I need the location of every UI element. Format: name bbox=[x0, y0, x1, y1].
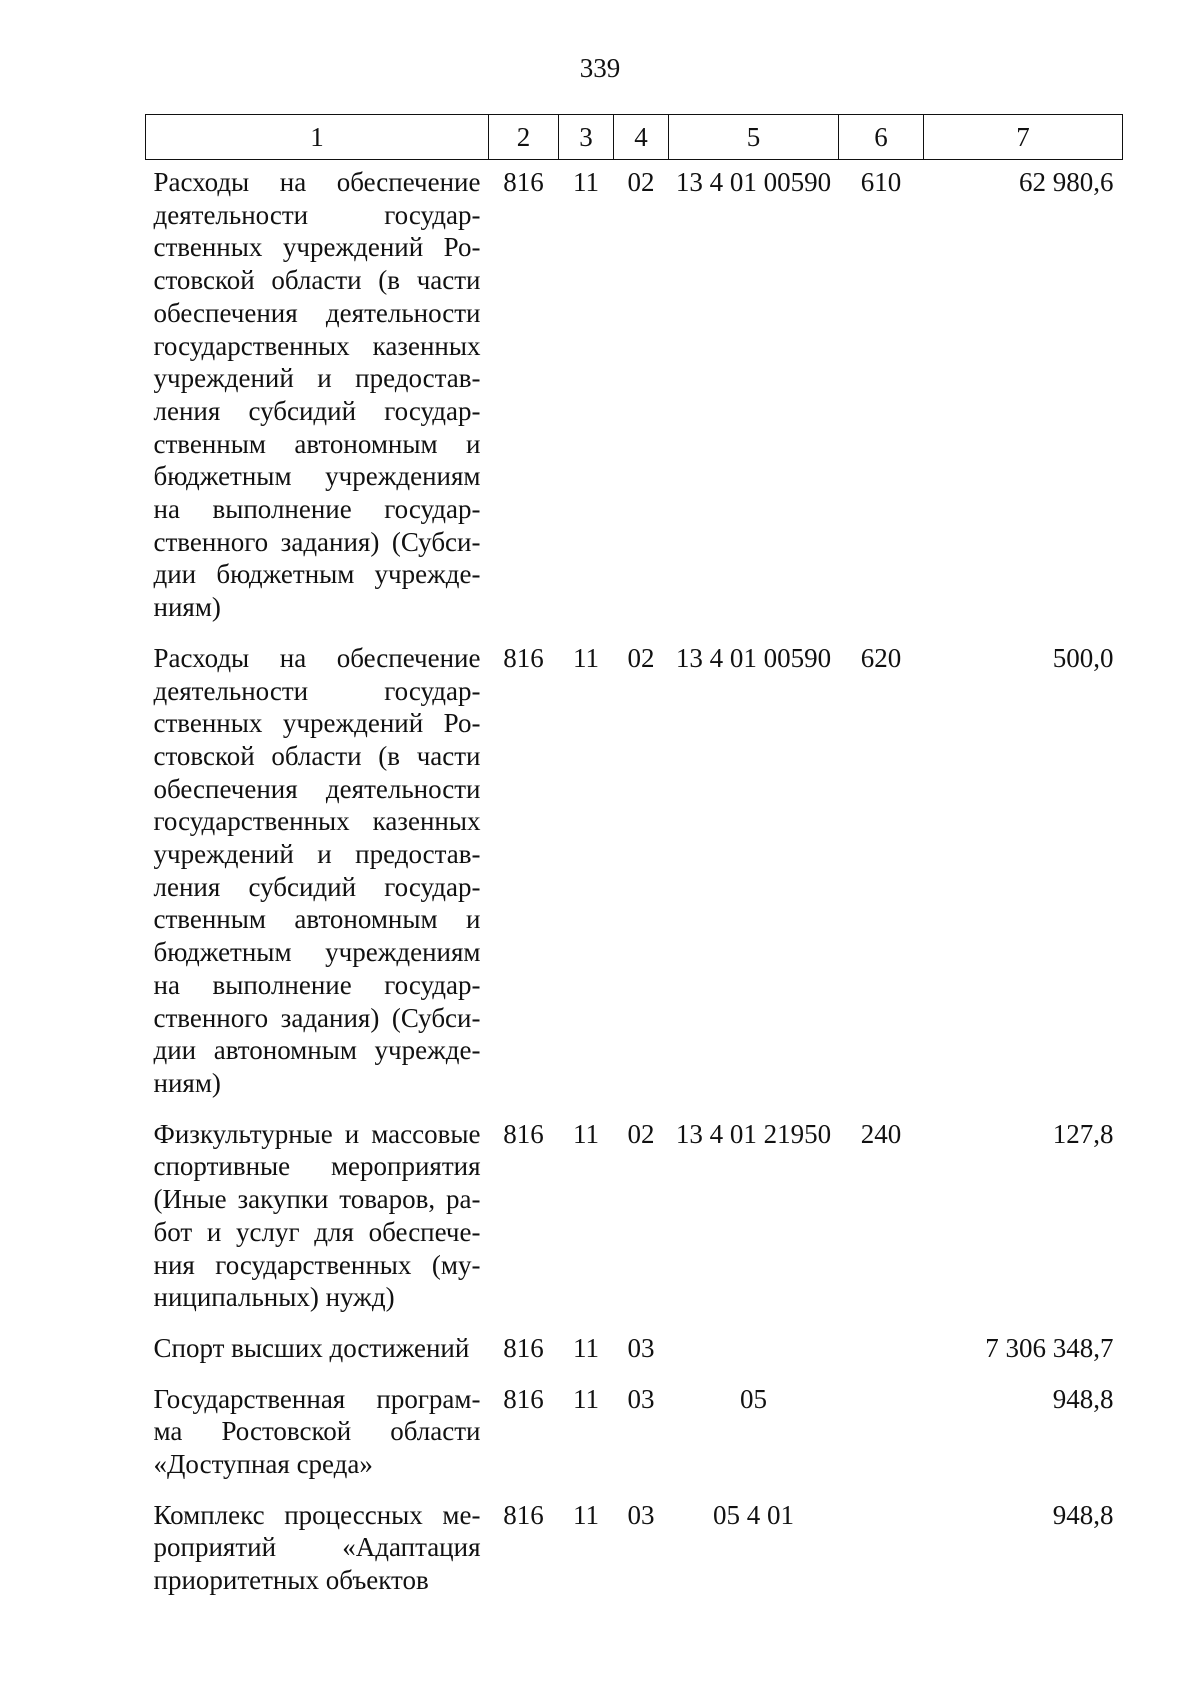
ministry-code: 816 bbox=[503, 1118, 544, 1149]
subsection-code: 02 bbox=[627, 1118, 655, 1149]
description-line: деятельности государ- bbox=[153, 199, 481, 230]
row-description bbox=[146, 1377, 489, 1493]
section-code: 11 bbox=[573, 1332, 599, 1363]
description-line: учреждений и предостав- bbox=[153, 839, 481, 870]
description-line: учреждений и предостав- bbox=[153, 363, 481, 394]
description-line: Комплекс процессных ме- bbox=[153, 1499, 481, 1530]
column-header-7: 7 bbox=[924, 115, 1123, 160]
subsection-code: 03 bbox=[627, 1383, 655, 1414]
description-line: бюджетным учреждениям bbox=[153, 937, 481, 968]
amount: 948,8 bbox=[1052, 1499, 1114, 1530]
description-line: ниципальных) нужд) bbox=[153, 1282, 395, 1313]
row-description bbox=[146, 160, 489, 636]
ministry-code: 816 bbox=[503, 642, 544, 673]
table-row bbox=[146, 1377, 1123, 1493]
description-line: Государственная програм- bbox=[153, 1383, 481, 1414]
expense-type-code: 240 bbox=[860, 1118, 902, 1149]
description-line: на выполнение государ- bbox=[153, 969, 481, 1000]
description-line: ления субсидий государ- bbox=[153, 395, 481, 426]
row-description bbox=[146, 1493, 489, 1609]
budget-table bbox=[145, 114, 1123, 1609]
section-code: 11 bbox=[573, 1383, 599, 1414]
description-line: роприятий «Адаптация bbox=[153, 1532, 481, 1563]
column-header-5: 5 bbox=[669, 115, 839, 160]
table-body bbox=[146, 160, 1123, 1609]
subsection-code: 03 bbox=[627, 1499, 655, 1530]
expense-type-code bbox=[839, 1377, 924, 1493]
expense-type-code: 610 bbox=[860, 167, 902, 197]
target-article-code: 13 4 01 00590 bbox=[675, 642, 832, 673]
page-number: 339 bbox=[579, 53, 621, 83]
table-row bbox=[146, 1326, 1123, 1377]
target-article-code: 13 4 01 21950 bbox=[675, 1118, 832, 1149]
description-line: ственных учреждений Ро- bbox=[153, 708, 481, 739]
expense-type-code: 620 bbox=[860, 642, 902, 673]
description-line: спортивные мероприятия bbox=[153, 1151, 481, 1182]
description-line: государственных казенных bbox=[153, 330, 481, 361]
table-row bbox=[146, 160, 1123, 636]
description-line: бюджетным учреждениям bbox=[153, 461, 481, 492]
description-line: деятельности государ- bbox=[153, 675, 481, 706]
description-line: ственных учреждений Ро- bbox=[153, 232, 481, 263]
amount: 7 306 348,7 bbox=[985, 1332, 1114, 1363]
description-line: ственным автономным и bbox=[153, 904, 481, 935]
description-line: бот и услуг для обеспече- bbox=[153, 1216, 481, 1247]
subsection-code: 03 bbox=[627, 1332, 655, 1363]
description-line: государственных казенных bbox=[153, 806, 481, 837]
description-line: Расходы на обеспечение bbox=[153, 167, 481, 197]
description-line: ния государственных (му- bbox=[153, 1249, 481, 1280]
section-code: 11 bbox=[573, 1118, 599, 1149]
description-line: ления субсидий государ- bbox=[153, 871, 481, 902]
amount: 62 980,6 bbox=[1019, 167, 1114, 197]
row-description bbox=[146, 1112, 489, 1326]
target-article-code: 05 bbox=[740, 1383, 767, 1414]
description-line: (Иные закупки товаров, ра- bbox=[153, 1184, 481, 1215]
description-line: «Доступная среда» bbox=[153, 1449, 373, 1480]
description-line: обеспечения деятельности bbox=[153, 297, 481, 328]
description-line: Спорт высших достижений bbox=[153, 1332, 470, 1363]
row-description bbox=[146, 636, 489, 1112]
ministry-code: 816 bbox=[503, 1499, 544, 1530]
column-header-2: 2 bbox=[489, 115, 559, 160]
column-header-3: 3 bbox=[559, 115, 614, 160]
expense-type-code bbox=[839, 1493, 924, 1609]
ministry-code: 816 bbox=[503, 1383, 544, 1414]
description-line: ма Ростовской области bbox=[153, 1416, 481, 1447]
amount: 500,0 bbox=[1052, 642, 1114, 673]
subsection-code: 02 bbox=[627, 642, 655, 673]
description-line: дии автономным учрежде- bbox=[153, 1035, 481, 1066]
column-header-1: 1 bbox=[146, 115, 489, 160]
expense-type-code bbox=[839, 1326, 924, 1377]
ministry-code: 816 bbox=[503, 167, 544, 197]
table-row bbox=[146, 636, 1123, 1112]
description-line: обеспечения деятельности bbox=[153, 773, 481, 804]
table-row bbox=[146, 1112, 1123, 1326]
amount: 127,8 bbox=[1052, 1118, 1114, 1149]
target-article-code: 05 4 01 bbox=[713, 1499, 794, 1530]
section-code: 11 bbox=[573, 1499, 599, 1530]
description-line: ственного задания) (Субси- bbox=[153, 526, 481, 557]
description-line: ственным автономным и bbox=[153, 428, 481, 459]
description-line: стовской области (в части bbox=[153, 265, 481, 296]
section-code: 11 bbox=[573, 642, 599, 673]
ministry-code: 816 bbox=[503, 1332, 544, 1363]
description-line: ниям) bbox=[153, 1067, 221, 1098]
description-line: на выполнение государ- bbox=[153, 494, 481, 525]
column-header-6: 6 bbox=[839, 115, 924, 160]
column-number-header-row bbox=[146, 115, 1123, 160]
description-line: ственного задания) (Субси- bbox=[153, 1002, 481, 1033]
description-line: ниям) bbox=[153, 592, 221, 623]
description-line: Физкультурные и массовые bbox=[153, 1118, 481, 1149]
table-row bbox=[146, 1493, 1123, 1609]
description-line: дии бюджетным учрежде- bbox=[153, 559, 481, 590]
description-line: Расходы на обеспечение bbox=[153, 642, 481, 673]
amount: 948,8 bbox=[1052, 1383, 1114, 1414]
target-article-code: 13 4 01 00590 bbox=[675, 167, 832, 197]
subsection-code: 02 bbox=[627, 167, 655, 197]
section-code: 11 bbox=[573, 167, 599, 197]
description-line: стовской области (в части bbox=[153, 740, 481, 771]
target-article-code bbox=[669, 1326, 839, 1377]
column-header-4: 4 bbox=[614, 115, 669, 160]
description-line: приоритетных объектов bbox=[153, 1565, 429, 1596]
row-description bbox=[146, 1326, 489, 1377]
